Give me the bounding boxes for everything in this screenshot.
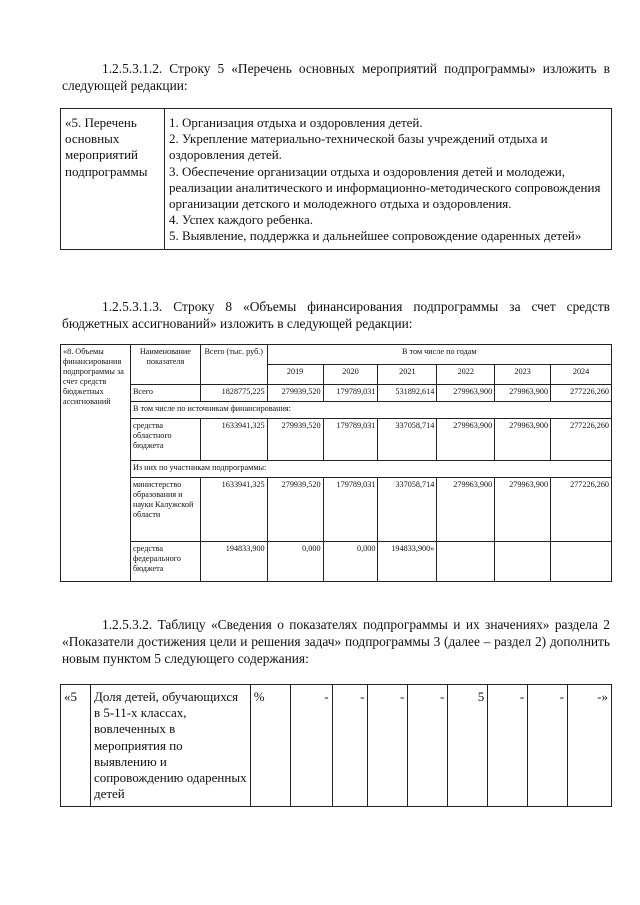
table-row [61, 419, 612, 461]
table-row [61, 385, 612, 402]
row-regional-total: 1633941,325 [200, 419, 267, 461]
paragraph-2 [62, 298, 610, 332]
table1-item-2: 2. Укрепление материально-технической базы учреждений отдыха и оздоровления детей. [169, 131, 548, 163]
indicator-value-4: - [408, 685, 448, 807]
row-total-2019: 279939,520 [267, 385, 323, 402]
row-federal-2024 [551, 542, 612, 582]
row-ministry-2023: 279963,900 [495, 478, 551, 542]
header-name: Наименование показателя [130, 345, 200, 385]
year-2024: 2024 [551, 365, 612, 385]
indicator-table [60, 684, 612, 807]
header-total: Всего (тыс. руб.) [200, 345, 267, 385]
indicator-value-2: - [332, 685, 368, 807]
row-regional-2019: 279939,520 [267, 419, 323, 461]
indicator-value-7: - [528, 685, 568, 807]
table1-item-3: 3. Обеспечение организации отдыха и оздоровления детей и молодежи, реализации аналитического и информационно-методического сопровождения организации детского и молодежного отдыха и оздоровления. [169, 163, 601, 212]
table2-row-label: «8. Объемы финансирования подпрограммы за счет средств бюджетных ассигнований [61, 345, 131, 582]
row-regional-2021: 337058,714 [378, 419, 437, 461]
row-ministry-2021: 337058,714 [378, 478, 437, 542]
table-row [61, 542, 612, 582]
table1-row-label: «5. Перечень основных мероприятий подпрограммы [61, 109, 165, 250]
row-ministry-total: 1633941,325 [200, 478, 267, 542]
list-of-activities-table [60, 108, 612, 250]
financing-table [60, 344, 612, 582]
year-2021: 2021 [378, 365, 437, 385]
row-regional-2023: 279963,900 [495, 419, 551, 461]
indicator-value-5: 5 [448, 685, 488, 807]
row-regional-2022: 279963,900 [437, 419, 495, 461]
paragraph-3 [62, 616, 610, 667]
table1-item-4: 4. Успех каждого ребенка. [169, 212, 314, 228]
header-years-group: В том числе по годам [267, 345, 611, 365]
row-federal-2019: 0,000 [267, 542, 323, 582]
row-federal-2022 [437, 542, 495, 582]
indicator-name: Доля детей, обучающихся в 5-11-х классах, вовлеченных в мероприятия по выявлению и сопровождению одаренных детей [90, 685, 250, 807]
table1-items [165, 109, 612, 250]
paragraph-2-text: 1.2.5.3.1.3. Строку 8 «Объемы финансирования подпрограммы за счет средств бюджетных ассигнований» изложить в следующей редакции: [62, 299, 610, 331]
row-total-2021: 531892,614 [378, 385, 437, 402]
row-total-total: 1828775,225 [200, 385, 267, 402]
indicator-value-6: - [488, 685, 528, 807]
year-2023: 2023 [495, 365, 551, 385]
row-total-2022: 279963,900 [437, 385, 495, 402]
table1-item-1: 1. Организация отдыха и оздоровления детей. [169, 115, 423, 130]
row-ministry-2024: 277226,260 [551, 478, 612, 542]
row-ministry-2022: 279963,900 [437, 478, 495, 542]
section-sources: В том числе по источникам финансирования: [130, 402, 611, 419]
paragraph-1 [62, 60, 610, 94]
paragraph-3-text: 1.2.5.3.2. Таблицу «Сведения о показателях подпрограммы и их значениях» раздела 2 «Показатели достижения цели и решения задач» подпрограммы 3 (далее – раздел 2) дополнить новым пунктом 5 следующего содержания: [62, 617, 610, 666]
row-ministry-2019: 279939,520 [267, 478, 323, 542]
indicator-value-1: - [290, 685, 332, 807]
year-2020: 2020 [323, 365, 378, 385]
year-2022: 2022 [437, 365, 495, 385]
row-regional-name: средства областного бюджета [130, 419, 200, 461]
indicator-num: «5 [61, 685, 91, 807]
row-ministry-name: министерство образования и науки Калужской области [130, 478, 200, 542]
row-total-2023: 279963,900 [495, 385, 551, 402]
row-federal-name: средства федерального бюджета [130, 542, 200, 582]
indicator-value-8: -» [568, 685, 612, 807]
row-federal-2021: 194833,900» [378, 542, 437, 582]
indicator-unit: % [250, 685, 290, 807]
row-regional-2024: 277226,260 [551, 419, 612, 461]
row-federal-2023 [495, 542, 551, 582]
table-row [61, 478, 612, 542]
paragraph-1-text: 1.2.5.3.1.2. Строку 5 «Перечень основных мероприятий подпрограммы» изложить в следующей редакции: [62, 61, 610, 93]
row-total-name: Всего [130, 385, 200, 402]
section-participants: Из них по участникам подпрограммы: [130, 461, 611, 478]
row-federal-2020: 0,000 [323, 542, 378, 582]
row-federal-total: 194833,900 [200, 542, 267, 582]
row-total-2020: 179789,031 [323, 385, 378, 402]
row-regional-2020: 179789,031 [323, 419, 378, 461]
year-2019: 2019 [267, 365, 323, 385]
row-total-2024: 277226,260 [551, 385, 612, 402]
table1-item-5: 5. Выявление, поддержка и дальнейшее сопровождение одаренных детей» [169, 228, 582, 244]
table-row [61, 685, 612, 807]
row-ministry-2020: 179789,031 [323, 478, 378, 542]
indicator-value-3: - [368, 685, 408, 807]
